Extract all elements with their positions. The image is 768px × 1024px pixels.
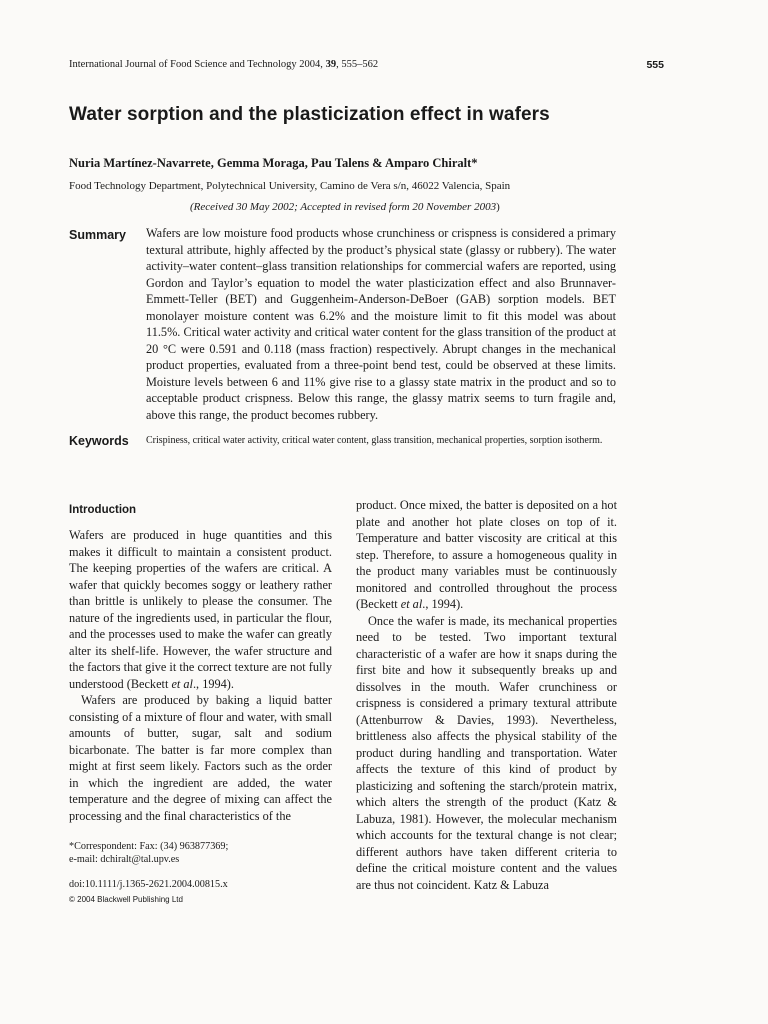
- correspondent-email: e-mail: dchiralt@tal.upv.es: [69, 854, 180, 865]
- intro-paragraph-4: Once the wafer is made, its mechanical properties need to be tested. Two important textural characteristic of a wafer are how it snaps during the first bite and how it subsequently breaks up and dissolves in the mouth. Wafer crunchiness or crispness is considered a primary textural attribute (Attenburrow & Davies, 1993). Nevertheless, brittleness also affects the physical stability of the product during handling and transportation. Water affects the texture of this kind of product by plasticizing and softening the starch/protein matrix, which alters the strength of the product (Katz & Labuza, 1981). However, the molecular mechanism which accounts for the textural change is not clear; different authors have taken different criteria to define the critical moisture content and the values are thus not coincident. Katz & Labuza: [356, 613, 617, 892]
- summary-label: Summary: [69, 228, 126, 242]
- right-column: [356, 497, 617, 893]
- journal-name: International Journal of Food Science and Technology 2004,: [69, 59, 326, 70]
- citation-et-al: et al: [400, 597, 423, 611]
- keywords-text: Crispiness, critical water activity, critical water content, glass transition, mechanical properties, sorption isotherm.: [146, 435, 603, 446]
- doi: doi:10.1111/j.1365-2621.2004.00815.x: [69, 879, 228, 890]
- left-column: [69, 527, 332, 824]
- introduction-heading: Introduction: [69, 504, 137, 516]
- copyright: © 2004 Blackwell Publishing Ltd: [69, 895, 183, 904]
- received-dates: [190, 201, 500, 213]
- received-close: ): [496, 201, 500, 213]
- correspondent-fax: *Correspondent: Fax: (34) 963877369;: [69, 841, 229, 852]
- intro-paragraph-1-text: Wafers are produced in huge quantities and this makes it difficult to maintain a consistent product. The keeping properties of the wafers are critical. A wafer that quickly becomes soggy or leathery rather than brittle is unlikely to please the consumer. The nature of the ingredients used, in particular the flour, and the processes used to make the wafer can greatly alter its shelf-life. However, the wafer structure and the factors that give it the correct texture are not fully understood (Beckett: [69, 528, 332, 691]
- running-head: [69, 59, 378, 70]
- page-number: 555: [646, 59, 664, 71]
- journal-volume: 39: [325, 59, 337, 70]
- affiliation: Food Technology Department, Polytechnical University, Camino de Vera s/n, 46022 Valencia, Spain: [69, 180, 511, 192]
- journal-pages: , 555–562: [336, 59, 379, 70]
- received-text: (Received 30 May 2002; Accepted in revised form 20 November 2003: [190, 201, 497, 213]
- intro-paragraph-1-end: ., 1994).: [192, 676, 234, 691]
- intro-paragraph-2: Wafers are produced by baking a liquid batter consisting of a mixture of flour and water, with small amounts of butter, sugar, salt and sodium bicarbonate. The batter is far more complex than might at first seem likely. Factors such as the order in which the ingredient are added, the water temperature and the degree of mixing can affect the processing and the final characteristics of the: [69, 693, 332, 823]
- keywords-label: Keywords: [69, 434, 129, 448]
- article-title: Water sorption and the plasticization effect in wafers: [69, 104, 550, 125]
- summary-text: Wafers are low moisture food products whose crunchiness or crispness is considered a primary textural attribute, highly affected by the product’s physical state (glassy or rubbery). The water activity–water content–glass transition relationships for commercial wafers are reported, using Gordon and Taylor’s equation to model the water plasticization effect and also Brunnaver-Emmett-Teller (BET) and Guggenheim-Anderson-DeBoer (GAB) sorption models. BET monolayer moisture content was 6.2% and the moisture limit to fit this model was about 11.5%. Critical water activity and critical water content for the glass transition of the product at 20 °C were 0.591 and 0.118 (mass fraction) respectively. Abrupt changes in the mechanical product properties, evaluated from a three-point bend test, could be observed at these limits. Moisture levels between 6 and 11% give rise to a glassy state matrix in the product and so to acceptable product crispness. Below this range, the glassy matrix seems to turn fragile and, above this range, the product becomes rubbery.: [146, 226, 616, 422]
- intro-paragraph-1: [69, 527, 332, 692]
- author-list: Nuria Martínez-Navarrete, Gemma Moraga, Pau Talens & Amparo Chiralt*: [69, 156, 478, 170]
- intro-paragraph-3-end: ., 1994).: [422, 597, 464, 611]
- intro-paragraph-3-text: product. Once mixed, the batter is deposited on a hot plate and another hot plate closes on top of it. Temperature and batter viscosity are critical at this step. Therefore, to assure a homogeneous quality in the product many variables must be continuously monitored and controlled throughout the process (Beckett: [356, 498, 617, 611]
- intro-paragraph-3: [356, 497, 617, 613]
- citation-et-al: et al: [171, 676, 193, 691]
- correspondent-footnote: [69, 840, 332, 866]
